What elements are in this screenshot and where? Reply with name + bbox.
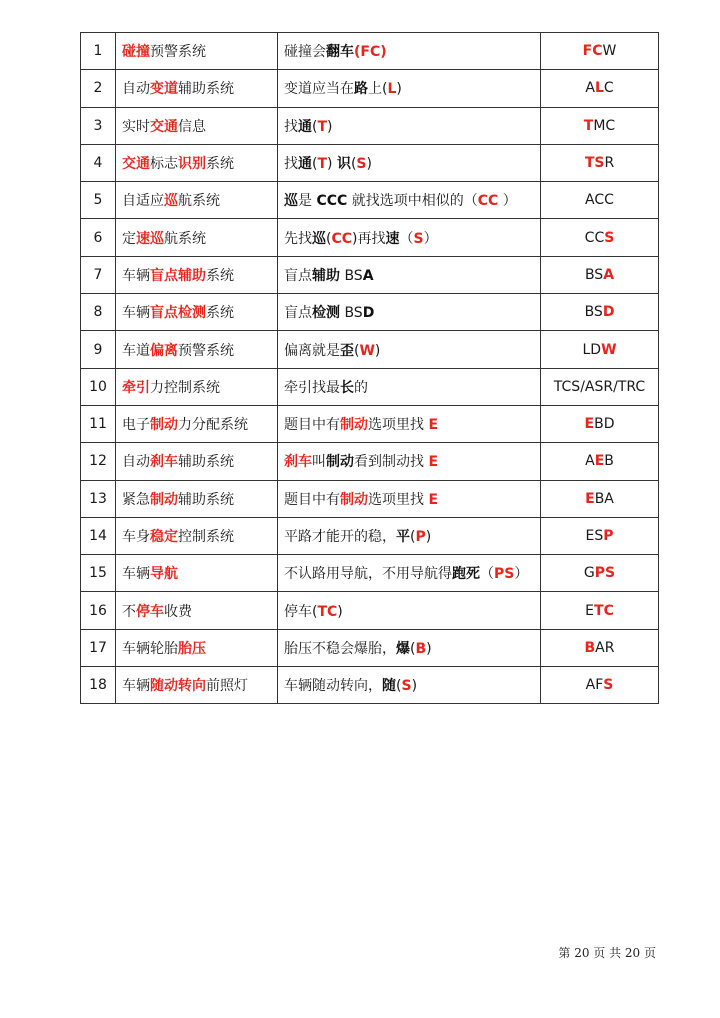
abbreviation-cell (541, 667, 659, 704)
system-name-segment: 车道 (122, 342, 150, 359)
abbreviation-segment: E (594, 453, 605, 470)
mnemonic-segment: ) (425, 529, 432, 545)
abbreviation-cell (541, 629, 659, 666)
abbreviation-segment: C (603, 80, 614, 97)
system-name-segment: 航系统 (164, 230, 206, 247)
row-number: 12 (81, 443, 116, 480)
abbreviation-segment: E (585, 490, 595, 507)
mnemonic-cell (278, 629, 541, 666)
mnemonic-segment: 巡 (284, 193, 298, 210)
row-number: 8 (81, 294, 116, 331)
abbreviation-segment: E (585, 602, 595, 619)
mnemonic-segment: 盲点 (284, 305, 312, 322)
mnemonic-segment: W (359, 342, 375, 359)
system-name-segment: 电子 (122, 417, 150, 434)
abbreviation-segment: G (583, 565, 595, 582)
system-name-cell (116, 368, 278, 405)
mnemonic-segment: 胎压不稳会爆胎， (284, 640, 396, 657)
system-name-segment: 系统 (206, 156, 234, 173)
mnemonic-segment: ） (498, 193, 517, 210)
system-name-segment: 车身 (122, 529, 150, 545)
abbreviation-segment: LD (582, 341, 602, 358)
row-number: 7 (81, 256, 116, 293)
mnemonic-cell (278, 331, 541, 368)
row-number: 13 (81, 480, 116, 517)
table-row (81, 219, 659, 256)
system-name-segment: 辅助系统 (178, 81, 234, 98)
mnemonic-segment: 题目中有 (284, 417, 340, 434)
table-row (81, 182, 659, 219)
row-number: 17 (81, 629, 116, 666)
mnemonic-cell (278, 182, 541, 219)
abbreviation-cell (541, 368, 659, 405)
abbreviation-segment: BD (594, 416, 615, 433)
mnemonic-segment: PS (494, 566, 515, 583)
table-row (81, 294, 659, 331)
table-row (81, 480, 659, 517)
row-number: 11 (81, 405, 116, 442)
mnemonic-segment: 的 (354, 379, 368, 396)
system-name-segment: 系统 (206, 267, 234, 284)
mnemonic-segment: 平路才能开的稳， (284, 529, 396, 545)
abbreviation-cell (541, 592, 659, 629)
mnemonic-segment: 歪 (340, 342, 354, 359)
mnemonic-segment: E (428, 491, 439, 508)
system-name-segment: 预警系统 (178, 342, 234, 359)
mnemonic-segment: ) (327, 156, 337, 173)
mnemonic-segment: TC (317, 603, 338, 620)
system-name-cell (116, 70, 278, 107)
abbreviation-segment: AR (595, 639, 615, 656)
system-name-segment: 盲点辅助 (150, 267, 206, 284)
system-name-segment: 碰撞 (122, 44, 150, 61)
mnemonic-segment: S (356, 156, 367, 173)
mnemonic-segment: BS (340, 305, 363, 322)
mnemonic-cell (278, 70, 541, 107)
row-number: 2 (81, 70, 116, 107)
mnemonic-cell (278, 33, 541, 70)
abbreviation-cell (541, 144, 659, 181)
mnemonic-segment: BS (340, 267, 363, 284)
mnemonic-segment: A (362, 267, 374, 284)
system-name-segment: 偏离 (150, 342, 178, 359)
mnemonic-segment: (FC) (354, 44, 387, 61)
mnemonic-segment: L (387, 81, 397, 98)
system-name-cell (116, 480, 278, 517)
system-name-segment: 制动 (150, 491, 178, 508)
mnemonic-segment: ( (396, 678, 402, 695)
system-name-cell (116, 405, 278, 442)
system-name-segment: 变道 (150, 81, 178, 98)
mnemonic-segment: 变道应当在 (284, 81, 354, 98)
table-row (81, 107, 659, 144)
system-name-segment: 制动 (150, 417, 178, 434)
mnemonic-cell (278, 480, 541, 517)
abbreviation-segment: R (604, 155, 615, 172)
abbreviation-segment: A (585, 80, 595, 97)
system-name-segment: 刹车 (150, 454, 178, 471)
mnemonic-segment: 选项里找 (368, 417, 429, 434)
system-name-segment: 车辆 (122, 305, 150, 322)
table-row (81, 667, 659, 704)
abbreviation-segment: BS (584, 304, 603, 321)
system-name-segment: 停车 (136, 603, 164, 620)
abbreviation-segment: BA (594, 490, 614, 507)
system-name-cell (116, 629, 278, 666)
mnemonic-segment: 是 (298, 193, 317, 210)
system-name-segment: 自适应 (122, 193, 164, 210)
system-name-cell (116, 33, 278, 70)
system-name-cell (116, 331, 278, 368)
mnemonic-segment: 刹车 (284, 454, 312, 471)
table-row (81, 256, 659, 293)
abbreviation-cell (541, 70, 659, 107)
mnemonic-segment: 上( (368, 81, 388, 98)
mnemonic-segment: S (413, 230, 424, 247)
system-name-segment: 盲点检测 (150, 305, 206, 322)
mnemonic-segment: （ (399, 230, 414, 247)
mnemonic-cell (278, 368, 541, 405)
abbreviation-segment: S (603, 677, 614, 694)
mnemonic-segment: B (415, 640, 427, 657)
mnemonic-cell (278, 555, 541, 592)
abbreviation-cell (541, 331, 659, 368)
table-row (81, 70, 659, 107)
mnemonic-segment: ) (337, 603, 343, 620)
system-name-segment: 识别 (178, 156, 206, 173)
mnemonic-segment: ) (327, 118, 333, 135)
mnemonic-segment: ( (354, 342, 360, 359)
abbreviation-segment: W (602, 43, 617, 60)
mnemonic-cell (278, 256, 541, 293)
system-name-segment: 航系统 (178, 193, 220, 210)
abbreviation-segment: MC (593, 117, 616, 134)
abbreviation-segment: BS (584, 266, 604, 283)
system-name-segment: 前照灯 (206, 678, 248, 695)
mnemonic-segment: ( (326, 230, 332, 247)
mnemonic-segment: 先找 (284, 230, 312, 247)
mnemonic-segment: ) (374, 342, 381, 359)
abbreviation-segment: L (594, 80, 604, 97)
table-row (81, 592, 659, 629)
abbreviation-segment: D (602, 304, 615, 321)
abbreviation-cell (541, 443, 659, 480)
mnemonic-cell (278, 405, 541, 442)
abbreviation-segment: FC (582, 43, 603, 60)
abbreviation-segment: B (604, 453, 614, 470)
mnemonic-cell (278, 443, 541, 480)
row-number: 9 (81, 331, 116, 368)
table-row (81, 629, 659, 666)
system-name-segment: 车辆轮胎 (122, 640, 178, 657)
row-number: 3 (81, 107, 116, 144)
system-name-segment: 辅助系统 (178, 491, 234, 508)
mnemonic-segment: 碰撞会 (284, 44, 326, 61)
mnemonic-segment: 盲点 (284, 267, 312, 284)
system-name-segment: 稳定 (150, 529, 178, 545)
system-name-segment: 交通 (150, 118, 178, 135)
abbreviation-segment: ACC (585, 192, 614, 209)
mnemonic-segment: 长 (340, 379, 354, 396)
mnemonic-segment: )再找 (352, 230, 386, 247)
mnemonic-segment: 跑死 (452, 566, 480, 583)
abbreviation-cell (541, 405, 659, 442)
mnemonic-segment: ( (410, 640, 416, 657)
system-name-segment: 系统 (206, 305, 234, 322)
mnemonic-segment: ) (396, 81, 402, 98)
mnemonic-segment: P (415, 529, 426, 545)
mnemonic-segment: 制动 (326, 454, 354, 471)
abbreviation-cell (541, 182, 659, 219)
mnemonic-segment: 路 (354, 81, 368, 98)
mnemonic-segment: 辅助 (312, 267, 340, 284)
table-row (81, 517, 659, 554)
abbreviation-cell (541, 517, 659, 554)
system-name-segment: 交通 (122, 156, 150, 173)
mnemonic-segment: 车辆随动转向， (284, 678, 382, 695)
mnemonic-segment: 爆 (396, 640, 410, 657)
mnemonic-segment: 看到制动找 (354, 454, 429, 471)
mnemonic-segment: CCC (316, 193, 348, 210)
table-row (81, 144, 659, 181)
system-name-cell (116, 144, 278, 181)
system-name-segment: 收费 (164, 603, 192, 620)
mnemonic-segment: 停车( (284, 603, 318, 620)
mnemonic-segment: ) (411, 678, 418, 695)
table-row (81, 331, 659, 368)
system-name-segment: 胎压 (178, 640, 206, 657)
table-row (81, 555, 659, 592)
mnemonic-segment: 找 (284, 118, 298, 135)
system-name-cell (116, 182, 278, 219)
abbreviation-segment: PS (594, 565, 616, 582)
abbreviation-segment: B (584, 639, 596, 656)
mnemonic-segment: E (428, 454, 439, 471)
mnemonic-segment: 不认路用导航，不用导航得 (284, 566, 452, 583)
abbreviation-cell (541, 555, 659, 592)
system-name-segment: 自动 (122, 454, 150, 471)
abbreviation-segment: TS (584, 155, 605, 172)
system-name-segment: 导航 (150, 566, 178, 583)
abbreviation-cell (541, 219, 659, 256)
abbreviation-segment: E (584, 416, 595, 433)
abbreviation-segment: A (603, 266, 615, 283)
system-name-segment: 随动转向 (150, 678, 206, 695)
mnemonic-segment: 通 (298, 156, 312, 173)
table-row (81, 368, 659, 405)
mnemonic-segment: 找 (284, 156, 298, 173)
mnemonic-cell (278, 667, 541, 704)
system-name-segment: 车辆 (122, 678, 150, 695)
system-name-cell (116, 592, 278, 629)
row-number: 1 (81, 33, 116, 70)
row-number: 18 (81, 667, 116, 704)
system-name-segment: 车辆 (122, 566, 150, 583)
mnemonic-segment: E (428, 417, 439, 434)
abbreviation-segment: S (604, 229, 615, 246)
row-number: 16 (81, 592, 116, 629)
system-name-segment: 车辆 (122, 267, 150, 284)
adas-abbreviation-table (80, 32, 659, 704)
system-name-cell (116, 219, 278, 256)
system-name-cell (116, 256, 278, 293)
mnemonic-segment: ） (514, 566, 529, 583)
abbreviation-cell (541, 294, 659, 331)
mnemonic-segment: 识 (336, 156, 351, 173)
system-name-segment: 力控制系统 (150, 379, 220, 396)
mnemonic-segment: ） (423, 230, 438, 247)
system-name-cell (116, 517, 278, 554)
row-number: 10 (81, 368, 116, 405)
row-number: 4 (81, 144, 116, 181)
system-name-segment: 牵引 (122, 379, 150, 396)
system-name-segment: 不 (122, 603, 136, 620)
mnemonic-segment: （ (480, 566, 494, 583)
mnemonic-segment: 平 (396, 529, 410, 545)
abbreviation-cell (541, 480, 659, 517)
system-name-cell (116, 294, 278, 331)
mnemonic-segment: 速 (385, 230, 400, 247)
system-name-segment: 信息 (178, 118, 206, 135)
abbreviation-segment: TCS/ASR/TRC (553, 378, 646, 395)
system-name-segment: 力分配系统 (178, 417, 248, 434)
system-name-segment: 紧急 (122, 491, 150, 508)
system-name-segment: 辅助系统 (178, 454, 234, 471)
mnemonic-segment: 随 (382, 678, 396, 695)
system-name-cell (116, 443, 278, 480)
mnemonic-segment: 制动 (340, 491, 368, 508)
system-name-segment: 速巡 (136, 230, 164, 247)
abbreviation-cell (541, 33, 659, 70)
table-row (81, 33, 659, 70)
table-row (81, 443, 659, 480)
mnemonic-segment: 偏离就是 (284, 342, 340, 359)
abbreviation-segment: TC (594, 602, 614, 619)
mnemonic-segment: 制动 (340, 417, 368, 434)
mnemonic-segment: T (317, 156, 328, 173)
mnemonic-cell (278, 219, 541, 256)
mnemonic-segment: CC (477, 193, 499, 210)
system-name-segment: 预警系统 (150, 44, 206, 61)
system-name-segment: 定 (122, 230, 136, 247)
mnemonic-cell (278, 294, 541, 331)
abbreviation-segment: W (601, 341, 617, 358)
mnemonic-segment: D (362, 305, 375, 322)
mnemonic-cell (278, 144, 541, 181)
mnemonic-segment: ( (350, 156, 357, 173)
mnemonic-cell (278, 517, 541, 554)
mnemonic-segment: T (317, 118, 328, 135)
mnemonic-segment: 牵引找最 (284, 379, 340, 396)
mnemonic-segment: 翻车 (326, 44, 354, 61)
mnemonic-segment: 题目中有 (284, 491, 340, 508)
abbreviation-segment: A (585, 453, 595, 470)
row-number: 6 (81, 219, 116, 256)
mnemonic-segment: ( (410, 529, 416, 545)
table-body (81, 33, 659, 704)
mnemonic-segment: ( (312, 156, 318, 173)
row-number: 5 (81, 182, 116, 219)
abbreviation-segment: ES (585, 528, 604, 544)
system-name-cell (116, 107, 278, 144)
system-name-segment: 巡 (164, 193, 178, 210)
mnemonic-segment: ) (426, 640, 432, 657)
system-name-segment: 实时 (122, 118, 150, 135)
abbreviation-segment: P (603, 528, 614, 544)
mnemonic-segment: 选项里找 (368, 491, 429, 508)
mnemonic-segment: CC (331, 230, 353, 247)
mnemonic-segment: 就找选项中相似的（ (347, 193, 478, 210)
mnemonic-segment: 通 (298, 118, 312, 135)
abbreviation-segment: AF (585, 677, 604, 694)
mnemonic-segment: ) (366, 156, 372, 173)
abbreviation-cell (541, 256, 659, 293)
system-name-cell (116, 555, 278, 592)
mnemonic-segment: 检测 (312, 305, 340, 322)
system-name-segment: 控制系统 (178, 529, 234, 545)
mnemonic-cell (278, 592, 541, 629)
row-number: 15 (81, 555, 116, 592)
mnemonic-segment: ( (312, 118, 318, 135)
system-name-segment: 自动 (122, 81, 150, 98)
system-name-cell (116, 667, 278, 704)
system-name-segment: 标志 (150, 156, 178, 173)
mnemonic-cell (278, 107, 541, 144)
abbreviation-segment: T (583, 117, 594, 134)
mnemonic-segment: 巡 (312, 230, 326, 247)
mnemonic-segment: S (401, 678, 412, 695)
mnemonic-segment: 叫 (312, 454, 326, 471)
abbreviation-cell (541, 107, 659, 144)
row-number: 14 (81, 517, 116, 554)
page-footer: 第 20 页 共 20 页 (558, 946, 656, 960)
abbreviation-segment: CC (584, 229, 605, 246)
table-row (81, 405, 659, 442)
